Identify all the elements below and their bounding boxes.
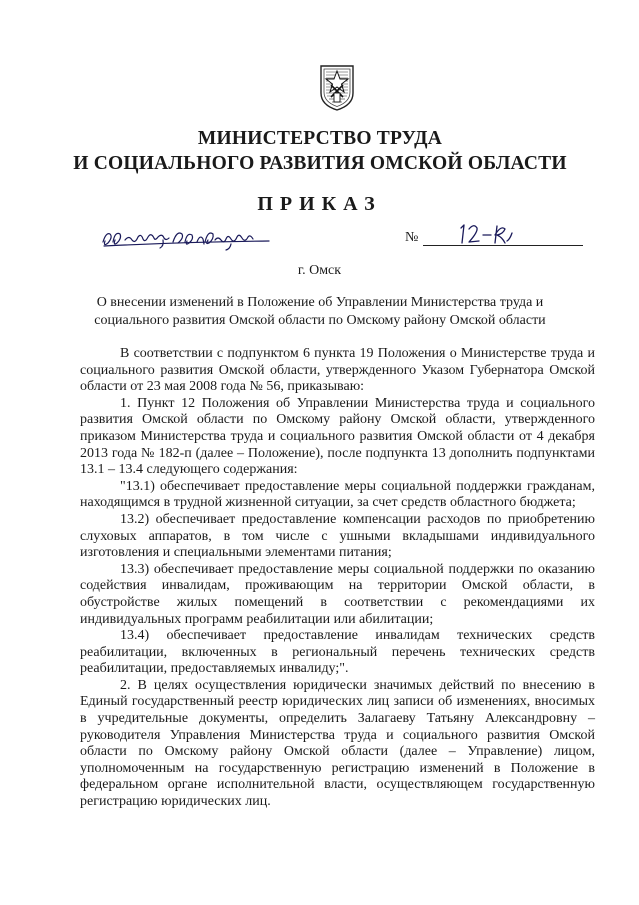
city-name: г. Омск (297, 263, 342, 278)
preamble-paragraph: В соответствии с подпунктом 6 пункта 19 Положения о Министерстве труда и социального развития Омской области, утвержденного Указом Губернатора Омской области от 23 мая 2008 года № 56, приказываю: (80, 346, 595, 395)
organization-title-line-1: МИНИСТЕРСТВО ТРУДА (197, 128, 443, 149)
item-2-paragraph: 2. В целях осуществления юридически значимых действий по внесению в Единый государственный реестр юридических лиц записи об изменениях, вносимых в учредительные документы, определить Залагаеву Татьяну Александровну – руководителя Управления Министерства труда и социального развития Омской области по Омскому району Омской области (далее – Управление) лицом, уполномоченным на государственную регистрацию изменений в Положение в федеральном органе исполнительной власти, осуществляющем государственную регистрацию юридических лиц. (80, 677, 595, 810)
handwritten-order-number (455, 220, 525, 248)
subitem-13-3-paragraph: 13.3) обеспечивает предоставление меры социальной поддержки по оказанию содействия инвалидам, проживающим на территории Омской области, в обустройстве жилых помещений в соответствии с рекомендациями их индивидуальных программ реабилитации или абилитации; (80, 561, 595, 627)
handwritten-date (101, 222, 271, 252)
subitem-13-1-paragraph: "13.1) обеспечивает предоставление меры социальной поддержки гражданам, находящимся в трудной жизненной ситуации, за счет средств областного бюджета; (80, 478, 595, 511)
order-body (80, 346, 595, 811)
subitem-13-4-paragraph: 13.4) обеспечивает предоставление инвалидам технических средств реабилитации, включенных в региональный перечень технических средств реабилитации, предоставляемых инвалиду;". (80, 628, 595, 677)
item-1-paragraph: 1. Пункт 12 Положения об Управлении Министерства труда и социального развития Омской области по Омскому району Омской области, утвержденного приказом Министерства труда и социального развития Омской области от 4 декабря 2013 года № 182-п (далее – Положение), после подпункта 13 дополнить подпунктами 13.1 – 13.4 следующего содержания: (80, 395, 595, 478)
document-type: ПРИКАЗ (257, 193, 382, 215)
number-sign: № (405, 230, 419, 245)
order-number-field (405, 226, 585, 250)
subitem-13-2-paragraph: 13.2) обеспечивает предоставление компенсации расходов по приобретению слуховых аппаратов, в том числе с ушными вкладышами индивидуального изготовления и специальными элементами питания; (80, 511, 595, 561)
order-subject: О внесении изменений в Положение об Управлении Министерства труда и социального развития Омской области по Омскому району Омской области (94, 295, 546, 328)
organization-title-line-2: И СОЦИАЛЬНОГО РАЗВИТИЯ ОМСКОЙ ОБЛАСТИ (73, 153, 567, 174)
organization-title (60, 126, 580, 176)
omsk-coat-of-arms-icon (319, 63, 355, 111)
